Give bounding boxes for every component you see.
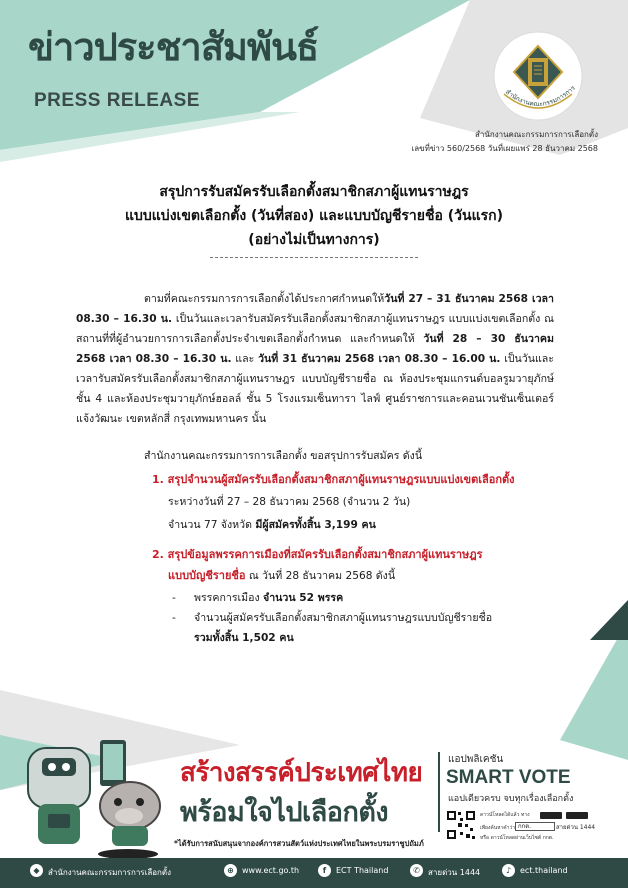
banner-divider [438, 752, 440, 832]
top-mint-band [0, 0, 470, 150]
title-line-1: สรุปการรับสมัครรับเลือกตั้งสมาชิกสภาผู้แทนราษฎร [159, 184, 469, 200]
bullet-parties [172, 589, 343, 606]
ect-logo [478, 28, 598, 140]
header-title: ข่าวประชาสัมพันธ์ [28, 25, 319, 69]
section-1-provinces: จำนวน 77 จังหวัด [168, 519, 256, 531]
footer-facebook-link[interactable]: ECT Thailand [336, 866, 389, 875]
bullet-candidates-label: จำนวนผู้สมัครรับเลือกตั้งสมาชิกสภาผู้แทนราษฎรแบบบัญชีรายชื่อ [194, 612, 493, 624]
section-2-title: 2. สรุปข้อมูลพรรคการเมืองที่สมัครรับเลือกตั้งสมาชิกสภาผู้แทนราษฎร [152, 548, 483, 561]
section-2-date: ณ วันที่ 28 ธันวาคม 2568 ดังนี้ [245, 570, 396, 582]
footer-website-link[interactable]: www.ect.go.th [242, 866, 300, 875]
section-1-summary [168, 516, 376, 533]
slogan-line-1: สร้างสรรค์ประเทศไทย [180, 758, 423, 788]
document-reference: เลขที่ข่าว 560/2568 วันที่เผยแพร่ 28 ธันวาคม 2568 [411, 144, 598, 153]
title-line-3: (อย่างไม่เป็นทางการ) [248, 232, 380, 248]
phone-icon: ✆ [410, 864, 423, 877]
search-keyword-box: กกต. [515, 822, 555, 831]
app-label: แอปพลิเคชัน [448, 754, 504, 765]
bullet-marker: - [172, 592, 176, 604]
app-tagline: แอปเดียวครบ จบทุกเรื่องเลือกตั้ง [448, 794, 574, 804]
footer-tiktok-link[interactable]: ect.thailand [520, 866, 568, 875]
web-download-note: หรือ ดาวน์โหลดผ่านเว็บไซต์ กกต. [480, 835, 554, 841]
intro-text-g: เป็นวันและเวลารับสมัครรับเลือกตั้งสมาชิกสภาผู้แทนราษฎร แบบบัญชีรายชื่อ ณ ห้องประชุมแกรนด์บอลรูมวายุภักษ์ ชั้น 4 และห้องประชุมวายุภักษ์ฮอลล์ ชั้น 5 โรงแรมเซ็นทารา ไลฟ์ ศูนย์ราชการและคอนเวนชันเซ็นเตอร์ แจ้งวัฒนะ เขตหลักสี่ กรุงเทพมหานคร นั้น [76, 353, 554, 425]
bullet-candidates-value: รวมทั้งสิ้น 1,502 คน [194, 632, 294, 644]
app-store-badge[interactable] [540, 812, 562, 819]
hippo-mascot-body [112, 826, 148, 846]
bullet-marker: - [172, 612, 176, 624]
summary-intro: สำนักงานคณะกรรมการการเลือกตั้ง ขอสรุปการรับสมัคร ดังนี้ [144, 450, 423, 462]
bullet-candidates [172, 609, 492, 626]
tiktok-icon: ♪ [502, 864, 515, 877]
mascot-illustration [8, 718, 178, 858]
title-line-2: แบบแบ่งเขตเลือกตั้ง (วันที่สอง) และแบบบัญชีรายชื่อ (วันแรก) [124, 208, 503, 224]
header-subtitle: PRESS RELEASE [34, 90, 200, 111]
facebook-icon: f [318, 864, 331, 877]
intro-date-1: วันที่ 27 – 31 ธันวาคม 2568 เวลา 08.30 – 16.30 น. [76, 293, 554, 325]
store-download-text: ดาวน์โหลดได้แล้ว ทาง [480, 812, 530, 818]
right-mint-triangle [560, 620, 628, 760]
slogan-line-2: พร้อมใจไปเลือกตั้ง [180, 797, 389, 828]
press-release-title [60, 180, 568, 252]
org-name: สำนักงานคณะกรรมการการเลือกตั้ง [475, 130, 598, 139]
globe-icon: ⊕ [224, 864, 237, 877]
section-1-period: ระหว่างวันที่ 27 – 28 ธันวาคม 2568 (จำนวน 2 วัน) [168, 496, 411, 508]
intro-paragraph [76, 289, 554, 429]
section-1-title: 1. สรุปจำนวนผู้สมัครรับเลือกตั้งสมาชิกสภาผู้แทนราษฎรแบบแบ่งเขตเลือกตั้ง [152, 473, 515, 486]
qr-code-icon[interactable] [446, 810, 476, 840]
footer-hotline: สายด่วน 1444 [428, 868, 481, 877]
bullet-parties-value: จำนวน 52 พรรค [263, 592, 344, 604]
section-2-title-b: แบบบัญชีรายชื่อ [168, 569, 246, 582]
google-play-badge[interactable] [566, 812, 588, 819]
title-divider [210, 257, 418, 258]
green-mascot-head [28, 748, 90, 808]
footer-org: สำนักงานคณะกรรมการการเลือกตั้ง [48, 868, 171, 877]
ect-emblem-icon: ◆ [30, 864, 43, 877]
intro-text-c: เป็นวันและเวลารับสมัครรับเลือกตั้งสมาชิกสภาผู้แทนราษฎร แบบแบ่งเขตเลือกตั้ง ณ สถานที่ที่ผู้อำนวยการการเลือกตั้งประจำเขตเลือกตั้งกำหนด และกำหนดให้ [76, 313, 554, 345]
search-label: เพียงค้นหาคำว่า [480, 825, 516, 831]
intro-date-3: วันที่ 31 ธันวาคม 2568 เวลา 08.30 – 16.00 น. [258, 353, 501, 365]
intro-text-e: และ [231, 353, 259, 365]
banner-hotline: สายด่วน 1444 [556, 824, 596, 831]
support-note: *ได้รับการสนับสนุนจากองค์การสวนสัตว์แห่งประเทศไทยในพระบรมราชูปถัมภ์ [174, 839, 424, 848]
intro-text-a: ตามที่คณะกรรมการการเลือกตั้งได้ประกาศกำหนดให้ [144, 293, 385, 305]
intro-date-2: วันที่ 28 – 30 ธันวาคม 2568 เวลา 08.30 – 16.30 น. [76, 333, 554, 365]
ect-logo-icon [478, 28, 598, 140]
app-name: SMART VOTE [446, 767, 571, 788]
logo-caption: สำนักงานคณะกรรมการการ [503, 84, 577, 109]
bullet-parties-label: พรรคการเมือง [194, 592, 264, 604]
section-1-total: มีผู้สมัครทั้งสิ้น 3,199 คน [255, 519, 376, 531]
section-2-subtitle [168, 566, 395, 584]
